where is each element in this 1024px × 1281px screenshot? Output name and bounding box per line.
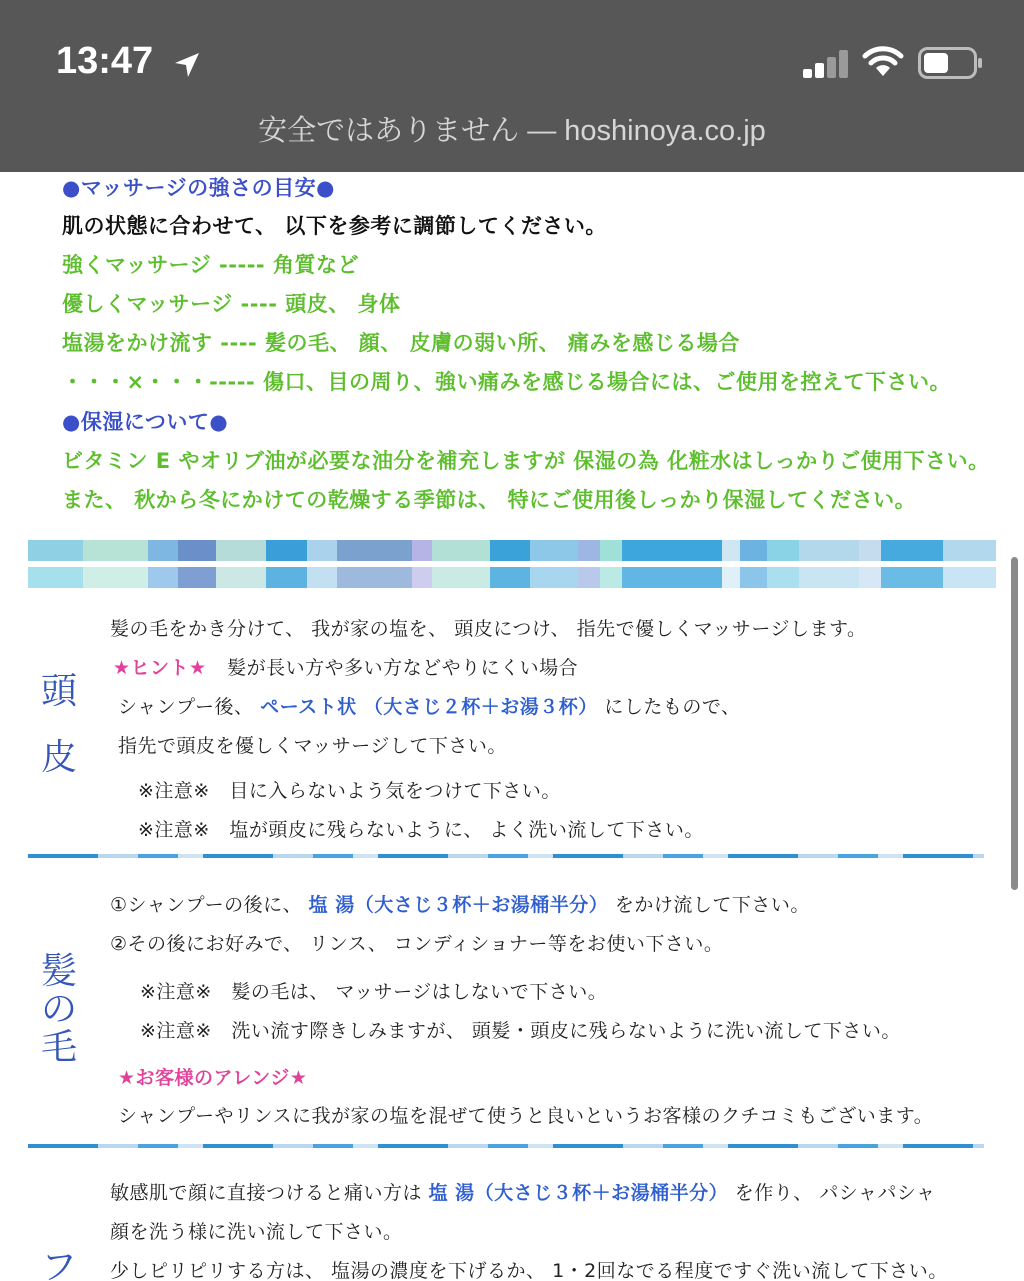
- scalp-line-3: [118, 692, 740, 719]
- scalp-line-1: 髪の毛をかき分けて、 我が家の塩を、 頭皮につけ、 指先で優しくマッサージします。: [110, 618, 867, 640]
- moisture-line-1: ビタミン E やオリブ油が必要な油分を補充しますが 保湿の為 化粧水はしっかりご使用下さい。: [62, 449, 990, 473]
- scalp-paste-instruction: ペースト状 （大さじ２杯＋お湯３杯）: [260, 696, 598, 718]
- face-line-1-a: 敏感肌で顔に直接つけると痛い方は: [110, 1182, 423, 1204]
- hair-label-3: 毛: [40, 1027, 77, 1068]
- battery-icon: [918, 47, 984, 79]
- massage-level-pour: 塩湯をかけ流す ---- 髪の毛、 顔、 皮膚の弱い所、 痛みを感じる場合: [62, 331, 740, 355]
- wifi-icon: [862, 44, 904, 78]
- scalp-line-3-a: シャンプー後、: [118, 696, 254, 718]
- face-line-2: 顔を洗う様に洗い流して下さい。: [110, 1221, 403, 1243]
- hair-line-1-a: ①シャンプーの後に、: [110, 894, 303, 916]
- location-arrow-icon: [172, 50, 202, 80]
- scalp-line-4: 指先で頭皮を優しくマッサージして下さい。: [118, 735, 507, 757]
- face-line-1: [110, 1178, 936, 1205]
- hair-arrange-label: ★お客様のアレンジ★: [118, 1067, 308, 1089]
- moisture-line-2: また、 秋から冬にかけての乾燥する季節は、 特にご使用後しっかり保湿してください。: [62, 488, 917, 512]
- hair-salt-water-instruction: 塩 湯（大さじ３杯＋お湯桶半分）: [308, 894, 609, 916]
- scalp-hint-text: 髪が長い方や多い方などやりにくい場合: [227, 657, 579, 679]
- scalp-label-1: 頭: [40, 671, 77, 712]
- status-time: 13:47: [56, 40, 154, 82]
- scalp-line-3-b: にしたもので、: [604, 696, 741, 718]
- hair-line-1-b: をかけ流して下さい。: [614, 894, 810, 916]
- face-line-3: 少しピリピリする方は、 塩湯の濃度を下げるか、 1・2回なでる程度ですぐ洗い流して下さい。: [110, 1260, 948, 1281]
- cellular-signal-icon: [803, 50, 851, 78]
- scalp-note-2: ※注意※ 塩が頭皮に残らないように、 よく洗い流して下さい。: [138, 819, 704, 841]
- massage-level-avoid: ・・・×・・・----- 傷口、目の周り、強い痛みを感じる場合には、ご使用を控えて下さい。: [62, 370, 951, 394]
- hair-line-1: [110, 890, 810, 917]
- massage-strength-heading: ●マッサージの強さの目安●: [62, 176, 335, 200]
- browser-top-bar: [0, 0, 1024, 172]
- scalp-hint-row: [113, 653, 578, 680]
- hair-label-2: の: [40, 989, 77, 1030]
- hair-note-2: ※注意※ 洗い流す際きしみますが、 頭髪・頭皮に残らないように洗い流して下さい。: [140, 1020, 901, 1042]
- hair-label-1: 髪: [40, 951, 77, 992]
- scalp-hint-label: ★ヒント★: [113, 657, 207, 679]
- face-label-1: フ: [40, 1247, 77, 1281]
- hair-note-1: ※注意※ 髪の毛は、 マッサージはしないで下さい。: [140, 981, 608, 1003]
- scalp-label-2: 皮: [40, 737, 77, 778]
- url-bar[interactable]: 安全ではありません — hoshinoya.co.jp: [258, 115, 766, 147]
- face-salt-water-instruction: 塩 湯（大さじ３杯＋お湯桶半分）: [428, 1182, 729, 1204]
- decorative-plaid-band: [28, 540, 996, 588]
- massage-level-strong: 強くマッサージ ----- 角質など: [62, 253, 359, 277]
- massage-level-gentle: 優しくマッサージ ---- 頭皮、 身体: [62, 292, 401, 316]
- scalp-note-1: ※注意※ 目に入らないよう気をつけて下さい。: [138, 780, 561, 802]
- moisture-heading: ●保湿について●: [62, 410, 229, 434]
- page-content: [0, 172, 1024, 1281]
- vertical-scrollbar[interactable]: [1011, 557, 1018, 890]
- hair-arrange-text: シャンプーやリンスに我が家の塩を混ぜて使うと良いというお客様のクチコミもございます。: [118, 1105, 934, 1127]
- massage-strength-subtitle: 肌の状態に合わせて、 以下を参考に調節してください。: [62, 214, 607, 238]
- face-line-1-b: を作り、 パシャパシャ: [734, 1182, 936, 1204]
- section-divider: [28, 1144, 984, 1148]
- hair-line-2: ②その後にお好みで、 リンス、 コンディショナー等をお使い下さい。: [110, 933, 724, 955]
